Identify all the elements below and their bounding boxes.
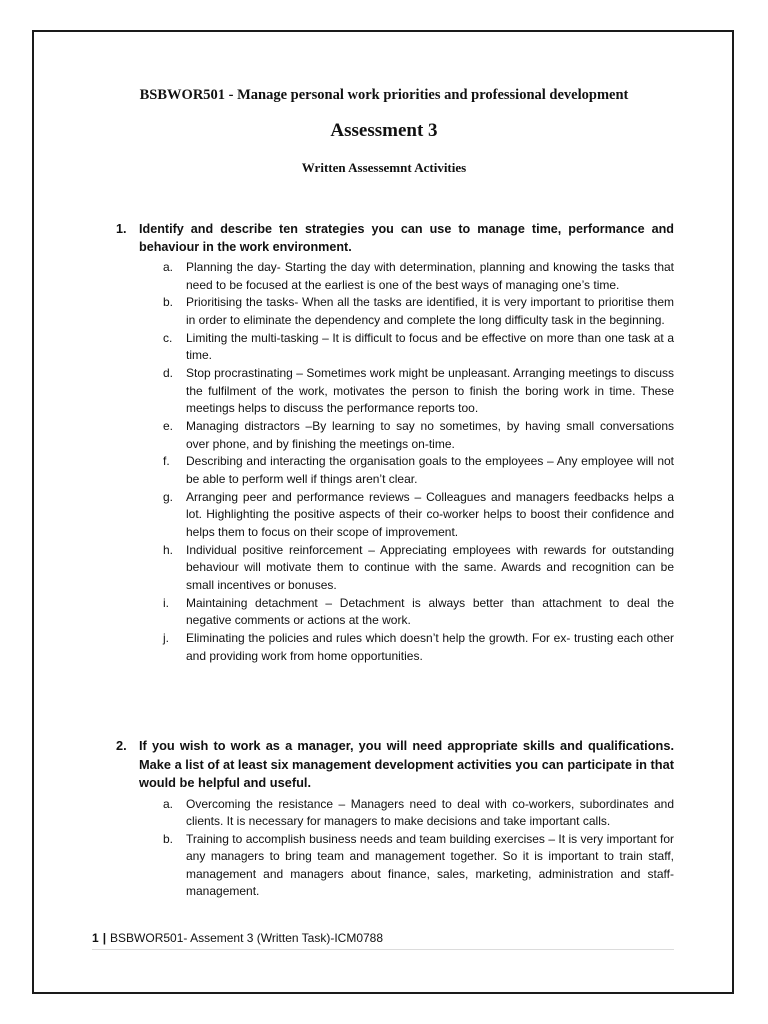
list-item <box>116 330 674 365</box>
section-heading: Written Assessemnt Activities <box>301 160 467 175</box>
page-footer <box>92 931 674 950</box>
list-item <box>116 418 674 453</box>
list-item <box>116 542 674 595</box>
list-letter: h. <box>163 542 174 557</box>
question-text: Identify and describe ten strategies you can use to manage time, performance and behaviour in the work environment. <box>139 222 674 254</box>
question-number: 1. <box>116 222 127 236</box>
question-number: 2. <box>116 738 127 753</box>
list-item-text: Limiting the multi-tasking – It is difficult to focus and be effective on more than one task at a time. <box>186 330 674 363</box>
list-item <box>116 831 674 901</box>
list-item-text: Describing and interacting the organisation goals to the employees – Any employee will not be able to perform well if things aren’t clear. <box>186 454 674 487</box>
answer-list <box>116 796 674 902</box>
list-letter: a. <box>163 796 174 811</box>
list-letter: f. <box>163 454 170 469</box>
answer-list <box>116 259 674 665</box>
question-text: If you wish to work as a manager, you will need appropriate skills and qualifications. Make a list of at least six management development activities you can participate in that would be helpful and useful. <box>139 738 674 790</box>
list-item <box>116 365 674 418</box>
list-letter: b. <box>163 831 174 846</box>
list-letter: e. <box>163 419 174 434</box>
list-item-text: Managing distractors –By learning to say no sometimes, by having small conversations over phone, and by finishing the meetings on-time. <box>186 419 674 451</box>
list-item-text: Maintaining detachment – Detachment is always better than attachment to deal the negative comments or actions at the work. <box>186 595 674 628</box>
list-item-text: Planning the day- Starting the day with determination, planning and knowing the tasks that need to be focused at the earliest is one of the best ways of managing one’s time. <box>186 260 674 292</box>
list-letter: j. <box>163 631 169 646</box>
list-item <box>116 489 674 542</box>
document-title: Assessment 3 <box>330 120 438 141</box>
list-item-text: Overcoming the resistance – Managers need to deal with co-workers, subordinates and clients. It is necessary for managers to make decisions and take important calls. <box>186 796 674 829</box>
list-item-text: Arranging peer and performance reviews – Colleagues and managers feedbacks helps a lot. Highlighting the positive aspects of their co-worker helps to boost their confidence and helps them to focus on their scope of improvement. <box>186 489 674 540</box>
list-item <box>116 630 674 665</box>
list-item <box>116 595 674 630</box>
list-item-text: Eliminating the policies and rules which doesn’t help the growth. For ex- trusting each other and providing work from home opportunities. <box>186 631 674 663</box>
list-item <box>116 259 674 294</box>
list-letter: c. <box>163 330 173 345</box>
list-item <box>116 294 674 329</box>
list-item-text: Stop procrastinating – Sometimes work might be unpleasant. Arranging meetings to discuss the fulfilment of the work, motivates the person to finish the boring work in time. These meetings helps to discuss the performance reports too. <box>186 366 674 416</box>
list-letter: g. <box>163 489 174 504</box>
page-number: 1 <box>92 931 99 945</box>
document-subtitle: BSBWOR501 - Manage personal work priorities and professional development <box>139 87 629 103</box>
footer-text: BSBWOR501- Assement 3 (Written Task)-ICM0788 <box>110 931 384 945</box>
list-item-text: Training to accomplish business needs and team building exercises – It is very important for any managers to bring team and management together. So it is important to train staff, management and managers about finance, sales, marketing, administration and staff-management. <box>186 831 674 899</box>
list-item-text: Individual positive reinforcement – Appreciating employees with rewards for outstanding behaviour will motivate them to continue with the same. Awards and recognition can be small incentives or bonuses. <box>186 542 674 592</box>
question-2 <box>116 737 674 901</box>
list-letter: d. <box>163 366 174 381</box>
list-letter: i. <box>163 595 169 610</box>
footer-separator: | <box>102 931 107 945</box>
list-item <box>116 796 674 831</box>
list-letter: b. <box>163 295 174 310</box>
list-item-text: Prioritising the tasks- When all the tasks are identified, it is very important to prioritise them in order to eliminate the dependency and complete the long difficulty task in the beginning. <box>186 295 674 327</box>
list-item <box>116 453 674 488</box>
question-1 <box>116 220 674 666</box>
list-letter: a. <box>163 260 174 274</box>
